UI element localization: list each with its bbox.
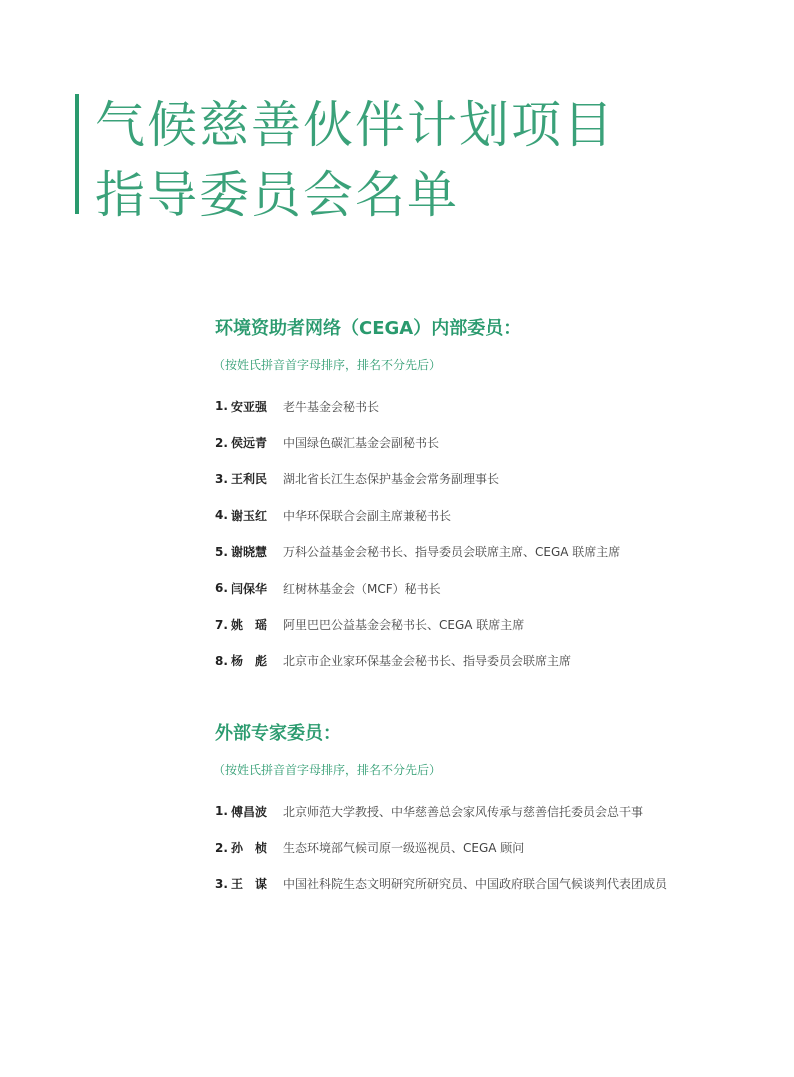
member-name: 杨 彪 (231, 654, 268, 669)
member-name: 闫保华 (231, 581, 268, 596)
title-accent-bar (75, 94, 79, 214)
member-item (215, 643, 775, 679)
member-title: 中国绿色碳汇基金会副秘书长 (283, 436, 440, 451)
section-note: （按姓氏拼音首字母排序，排名不分先后） (213, 358, 442, 372)
member-title: 北京市企业家环保基金会秘书长、指导委员会联席主席 (283, 654, 572, 669)
member-item (215, 793, 775, 829)
member-item (215, 606, 775, 642)
member-item (215, 534, 775, 570)
external-experts-section (215, 721, 775, 902)
member-title: 阿里巴巴公益基金会秘书长、CEGA 联席主席 (283, 618, 525, 633)
member-item (215, 388, 775, 424)
member-number: 2. (215, 435, 228, 450)
member-name: 王利民 (231, 472, 268, 487)
member-name: 姚 瑶 (231, 618, 268, 633)
member-item (215, 829, 775, 865)
member-number: 1. (215, 399, 228, 414)
member-title: 红树林基金会（MCF）秘书长 (283, 581, 441, 596)
member-name: 孙 桢 (231, 841, 268, 856)
member-number: 3. (215, 471, 228, 486)
member-title: 湖北省长江生态保护基金会常务副理事长 (283, 472, 500, 487)
member-number: 1. (215, 804, 228, 819)
member-number: 3. (215, 876, 228, 891)
member-item (215, 424, 775, 460)
member-list (215, 793, 775, 902)
member-number: 5. (215, 544, 228, 559)
member-title: 中华环保联合会副主席兼秘书长 (283, 508, 452, 523)
member-title: 中国社科院生态文明研究所研究员、中国政府联合国气候谈判代表团成员 (283, 877, 668, 892)
page-title-line1: 气候慈善伙伴计划项目 (95, 96, 615, 154)
section-heading: 环境资助者网络（CEGA）内部委员： (215, 318, 522, 339)
member-title: 生态环境部气候司原一级巡视员、CEGA 顾问 (283, 841, 525, 856)
member-item (215, 461, 775, 497)
member-title: 北京师范大学教授、中华慈善总会家风传承与慈善信托委员会总干事 (283, 804, 644, 819)
member-name: 谢玉红 (231, 508, 268, 523)
member-number: 6. (215, 581, 228, 596)
page-title-line2: 指导委员会名单 (95, 166, 459, 224)
page-title (95, 90, 615, 230)
member-number: 7. (215, 617, 228, 632)
member-title: 老牛基金会秘书长 (283, 399, 380, 414)
member-number: 8. (215, 653, 228, 668)
member-name: 王 谋 (231, 877, 268, 892)
member-list (215, 388, 775, 679)
internal-members-section (215, 316, 775, 679)
member-item (215, 866, 775, 902)
member-name: 安亚强 (231, 399, 268, 414)
member-item (215, 497, 775, 533)
member-number: 2. (215, 840, 228, 855)
section-heading: 外部专家委员： (215, 723, 341, 744)
member-name: 谢晓慧 (231, 545, 268, 560)
member-title: 万科公益基金会秘书长、指导委员会联席主席、CEGA 联席主席 (283, 545, 621, 560)
section-note: （按姓氏拼音首字母排序，排名不分先后） (213, 763, 442, 777)
member-number: 4. (215, 508, 228, 523)
member-name: 侯远青 (231, 436, 268, 451)
member-item (215, 570, 775, 606)
member-name: 傅昌波 (231, 804, 268, 819)
